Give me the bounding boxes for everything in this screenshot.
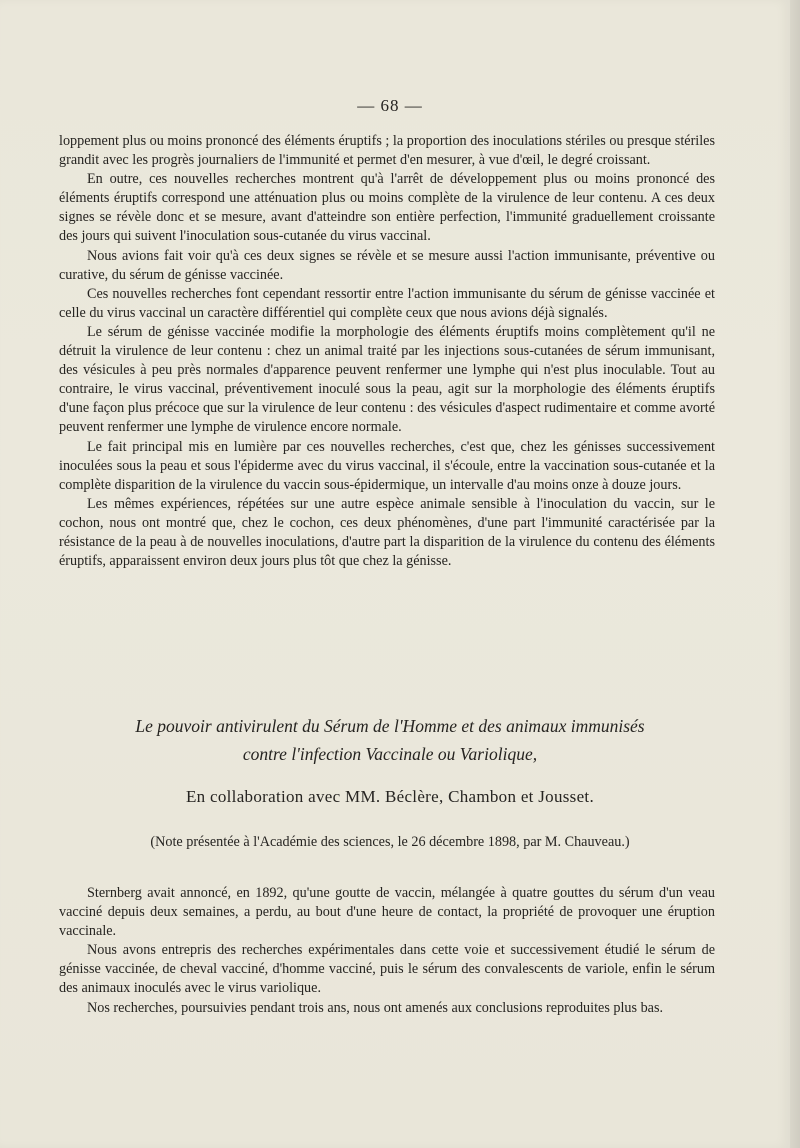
top-text-block xyxy=(59,132,715,571)
page-edge xyxy=(790,0,800,1148)
paragraph: loppement plus ou moins prononcé des éléments éruptifs ; la proportion des inoculations stériles ou presque stériles grandit avec les progrès journaliers de l'immunité et permet d'en mesurer, à vue d'œil, le degré croissant. xyxy=(59,133,715,169)
section-title-line-2: contre l'infection Vaccinale ou Variolique, xyxy=(242,744,538,764)
paragraph: Le sérum de génisse vaccinée modifie la morphologie des éléments éruptifs moins complètement qu'il ne détruit la virulence de leur contenu : chez un animal traité par les injections sous-cutanées de sérum immunisant, des vésicules à peu près normales d'apparence peuvent renfermer une lymphe qui n'est plus inoculable. Tout au contraire, le virus vaccinal, préventivement inoculé sous la peau, agit sur la morphologie des éléments éruptifs d'une façon plus précoce que sur la virulence de leur contenu : des vésicules d'aspect rudimentaire et comme avorté peuvent renfermer une lymphe de virulence encore normale. xyxy=(59,323,715,436)
section-title-line-1: Le pouvoir antivirulent du Sérum de l'Homme et des animaux immunisés xyxy=(135,716,645,736)
paragraph: Les mêmes expériences, répétées sur une autre espèce animale sensible à l'inoculation du vaccin, sur le cochon, nous ont montré que, chez le cochon, ces deux phénomènes, d'une part l'immunité caractérisée par la résistance de la peau à de nouvelles inoculations, d'autre part la disparition de la virulence du contenu des éléments éruptifs, apparaissent environ deux jours plus tôt que chez la génisse. xyxy=(59,495,715,570)
bottom-text-block xyxy=(59,884,715,1018)
collaboration-line: En collaboration avec MM. Béclère, Chambon et Jousset. xyxy=(185,787,595,806)
paragraph: Sternberg avait annoncé, en 1892, qu'une goutte de vaccin, mélangée à quatre gouttes du sérum d'un veau vacciné depuis deux semaines, a perdu, au bout d'une heure de contact, la propriété de provoquer une éruption vaccinale. xyxy=(59,885,715,940)
paragraph: Le fait principal mis en lumière par ces nouvelles recherches, c'est que, chez les génisses successivement inoculées sous la peau et sous l'épiderme avec du virus vaccinal, il s'écoule, entre la vaccination sous-cutanée et la complète disparition de la virulence du vaccin sous-épidermique, un intervalle d'au moins onze à douze jours. xyxy=(59,438,715,493)
paragraph: Nos recherches, poursuivies pendant trois ans, nous ont amenés aux conclusions reproduites plus bas. xyxy=(87,999,664,1016)
section-title xyxy=(0,712,780,768)
paragraph: Ces nouvelles recherches font cependant ressortir entre l'action immunisante du sérum de génisse vaccinée et celle du virus vaccinal un caractère différentiel qui complète ceux que nous avions déjà signalés. xyxy=(59,285,715,321)
page-number: — 68 — xyxy=(357,96,423,115)
paragraph: Nous avions fait voir qu'à ces deux signes se révèle et se mesure aussi l'action immunisante, préventive ou curative, du sérum de génisse vaccinée. xyxy=(59,247,715,283)
paragraph: En outre, ces nouvelles recherches montrent qu'à l'arrêt de développement plus ou moins prononcé des éléments éruptifs correspond une atténuation plus ou moins complète de la virulence de leur contenu. A ces deux signes se révèle donc et se mesure, avant d'atteindre son entière perfection, l'immunité graduellement croissante des jours qui suivent l'inoculation sous-cutanée du virus vaccinal. xyxy=(59,171,715,245)
presentation-note: (Note présentée à l'Académie des sciences, le 26 décembre 1898, par M. Chauveau.) xyxy=(150,834,630,850)
paragraph: Nous avons entrepris des recherches expérimentales dans cette voie et successivement étudié le sérum de génisse vaccinée, de cheval vacciné, d'homme vacciné, puis le sérum des convalescents de variole, enfin le sérum des animaux inoculés avec le virus variolique. xyxy=(59,942,715,997)
